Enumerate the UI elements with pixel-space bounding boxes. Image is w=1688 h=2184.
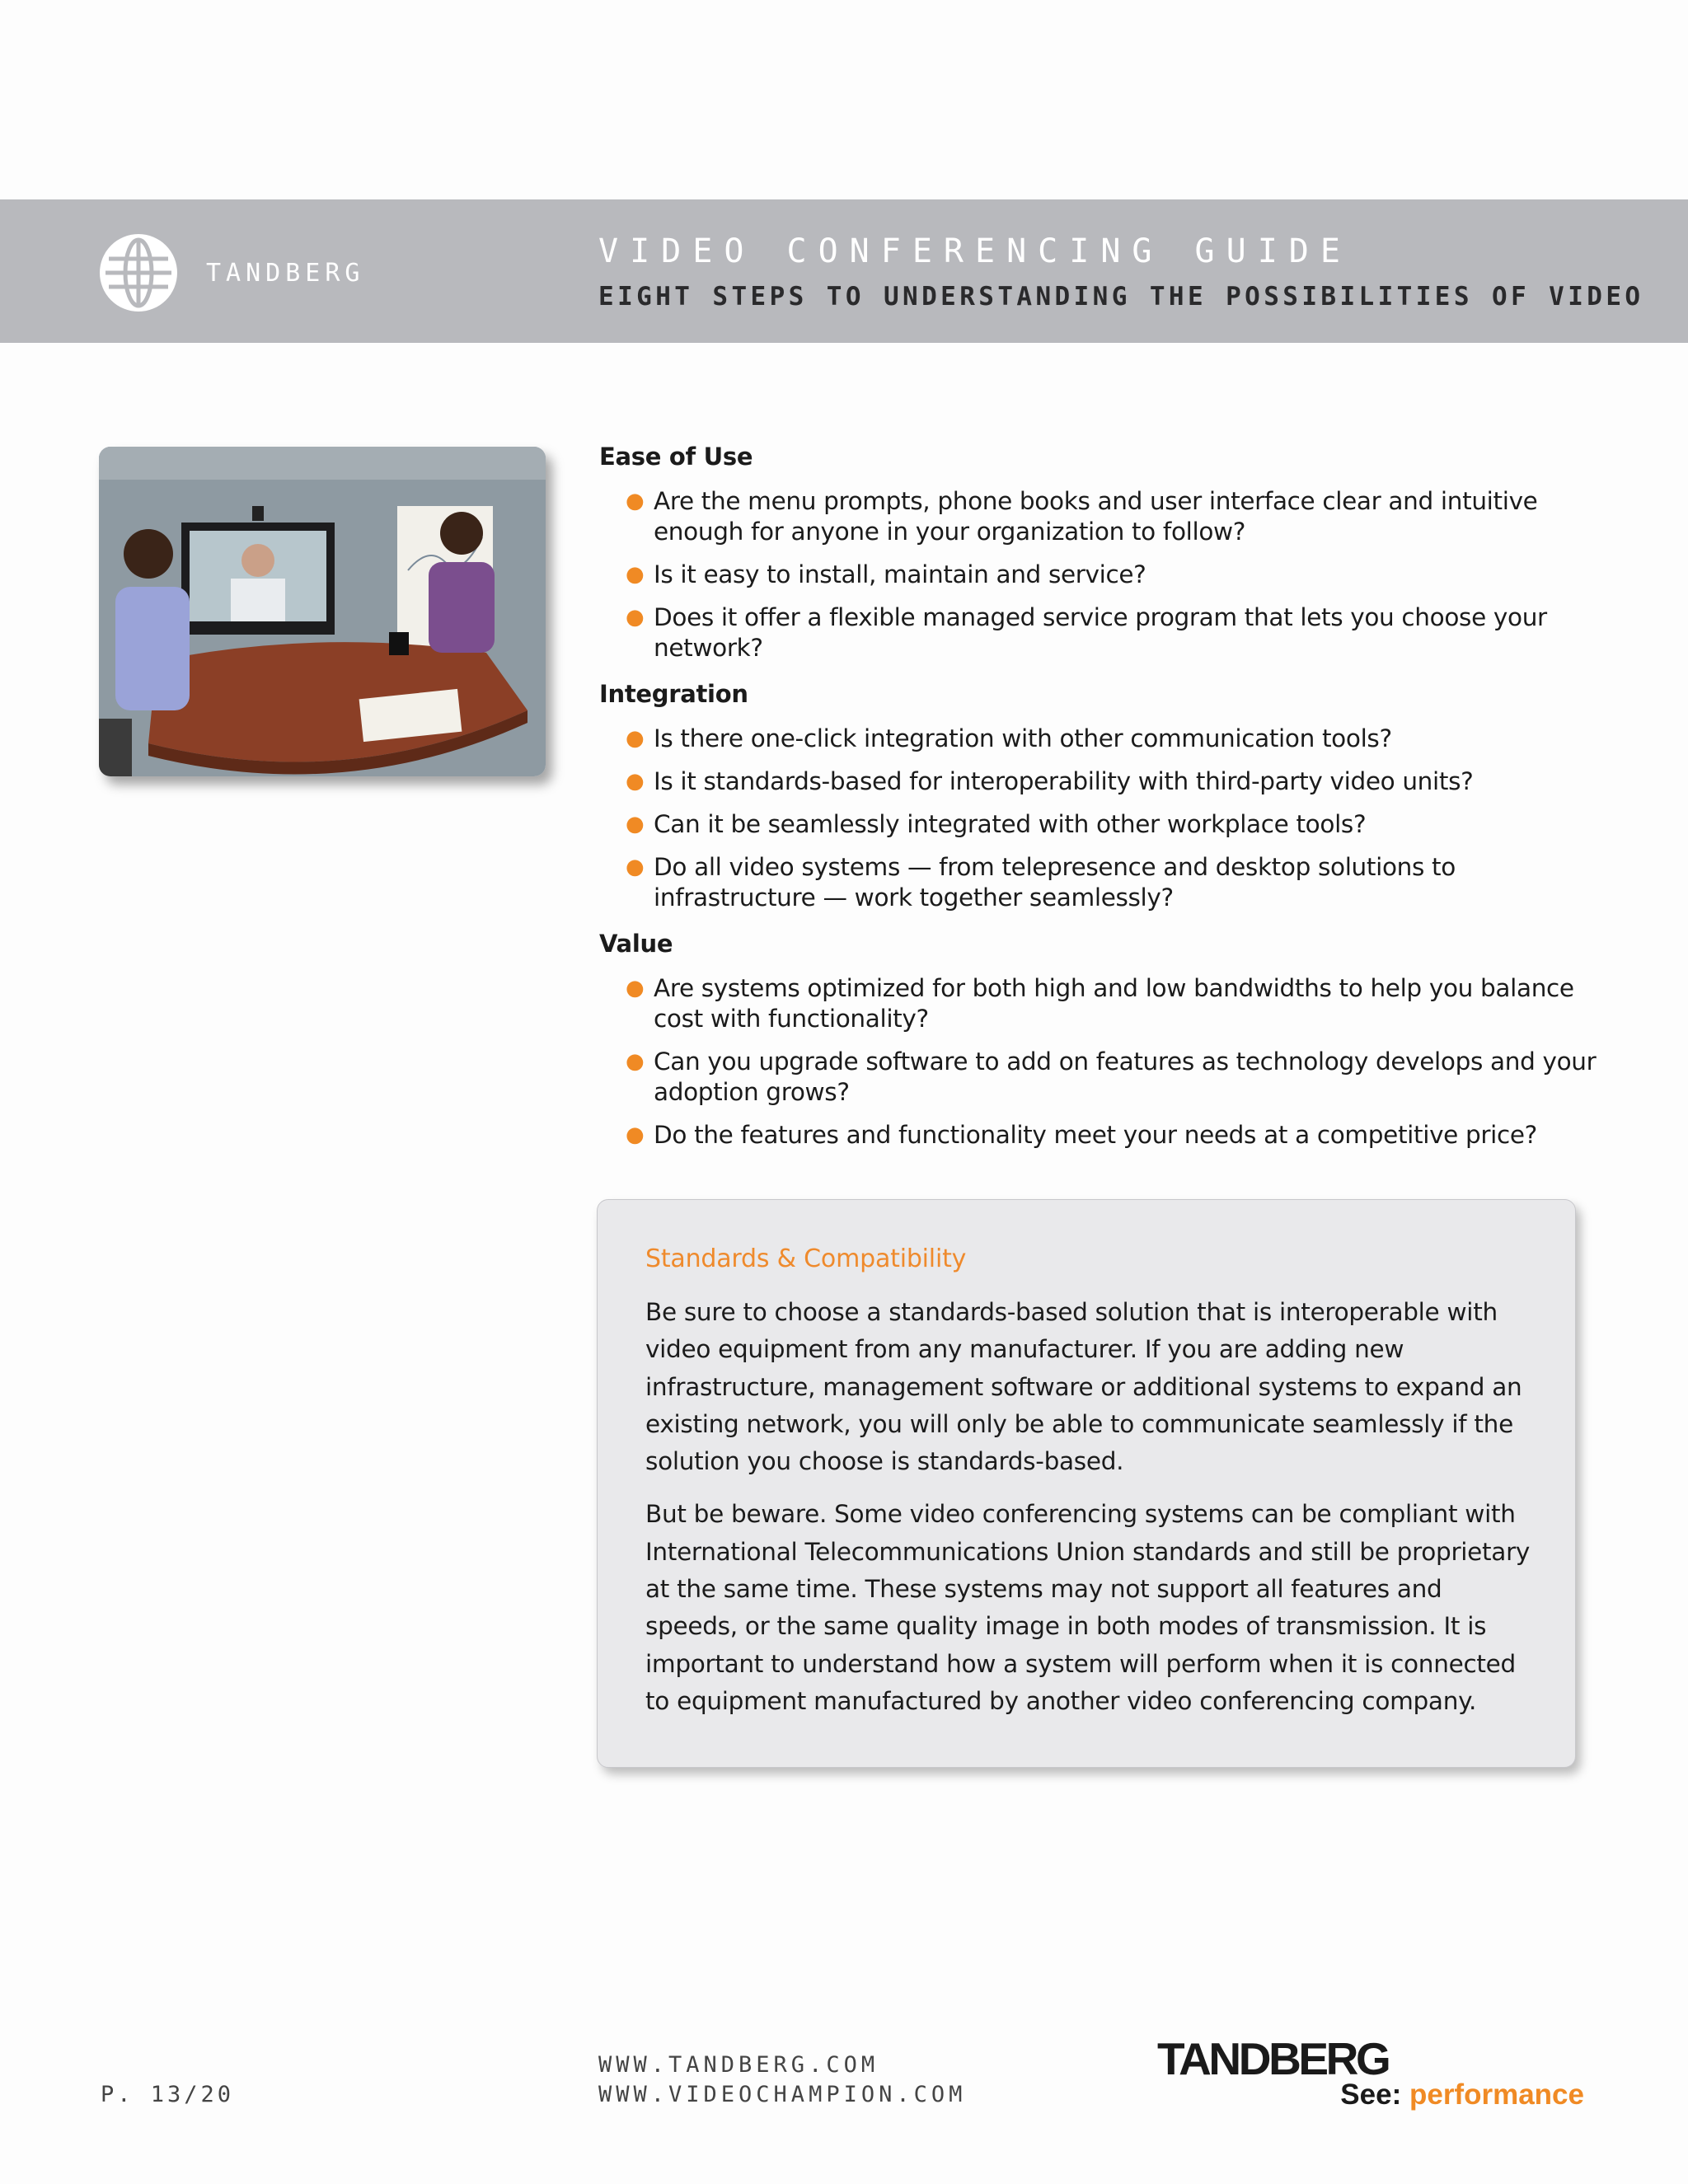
list-item: ● Are the menu prompts, phone books and user interface clear and intuitive enough for anyone in your organization to follow? [626, 487, 1538, 546]
question-list [599, 486, 1621, 663]
main-content [599, 438, 1621, 1163]
callout-paragraph: But be beware. Some video conferencing systems can be compliant with International Telecommunications Union standards and still be proprietary at the same time. These systems may not support all features and speeds, or the same quality image in both modes of transmission. It is important to understand how a system will perform when it is connected to equipment manufactured by another video conferencing company. [645, 1500, 1531, 1715]
guide-title: VIDEO CONFERENCING GUIDE [598, 232, 1352, 270]
tandberg-logo: TANDBERG [1157, 2033, 1389, 2084]
callout-title: Standards & Compatibility [645, 1244, 967, 1273]
bullet-icon: ● [626, 489, 645, 513]
section-ease-of-use [599, 438, 1621, 663]
bullet-icon: ● [626, 769, 645, 794]
list-item: ● Can it be seamlessly integrated with other workplace tools? [626, 810, 1367, 838]
list-item: ● Do all video systems — from telepresence and desktop solutions to infrastructure — work together seamlessly? [626, 853, 1456, 912]
section-heading: Integration [599, 680, 748, 708]
section-heading: Ease of Use [599, 443, 753, 471]
callout-paragraph: Be sure to choose a standards-based solution that is interoperable with video equipment from any manufacturer. If you are adding new infrastructure, management software or additional systems to expand an existing network, you will only be able to communicate seamlessly if the solution you choose is standards-based. [645, 1298, 1522, 1476]
list-item: ● Can you upgrade software to add on features as technology develops and your adoption grows? [626, 1047, 1597, 1106]
callout-body [645, 1294, 1536, 1736]
bullet-icon: ● [626, 855, 645, 879]
bullet-icon: ● [626, 976, 645, 1001]
bullet-icon: ● [626, 562, 645, 587]
tagline-see: See: [1340, 2079, 1402, 2111]
header-brand: TANDBERG [206, 259, 365, 288]
list-item: ● Is it easy to install, maintain and service? [626, 560, 1146, 588]
page-number: P. 13/20 [101, 2082, 235, 2107]
list-item: ● Is there one-click integration with other communication tools? [626, 724, 1392, 752]
question-list [599, 724, 1621, 913]
list-item: ● Are systems optimized for both high and low bandwidths to help you balance cost with functionality? [626, 974, 1574, 1033]
bullet-icon: ● [626, 812, 645, 837]
section-heading: Value [599, 930, 673, 958]
bullet-icon: ● [626, 605, 645, 630]
tagline [1340, 2079, 1584, 2111]
section-integration [599, 676, 1621, 913]
meeting-photo [99, 447, 546, 776]
question-list [599, 973, 1621, 1151]
guide-subtitle: EIGHT STEPS TO UNDERSTANDING THE POSSIBILITIES OF VIDEO [598, 282, 1644, 312]
bullet-icon: ● [626, 1122, 645, 1147]
list-item: ● Does it offer a flexible managed service program that lets you choose your network? [626, 603, 1547, 662]
tagline-performance: performance [1409, 2079, 1584, 2111]
globe-icon [99, 233, 178, 312]
videochampion-url-link[interactable]: WWW.VIDEOCHAMPION.COM [598, 2082, 967, 2107]
bullet-icon: ● [626, 1049, 645, 1074]
bullet-icon: ● [626, 726, 645, 751]
list-item: ● Is it standards-based for interoperability with third-party video units? [626, 767, 1474, 795]
standards-callout [597, 1199, 1576, 1768]
list-item: ● Do the features and functionality meet your needs at a competitive price? [626, 1121, 1537, 1149]
section-value [599, 926, 1621, 1151]
tandberg-url-link[interactable]: WWW.TANDBERG.COM [598, 2052, 879, 2078]
